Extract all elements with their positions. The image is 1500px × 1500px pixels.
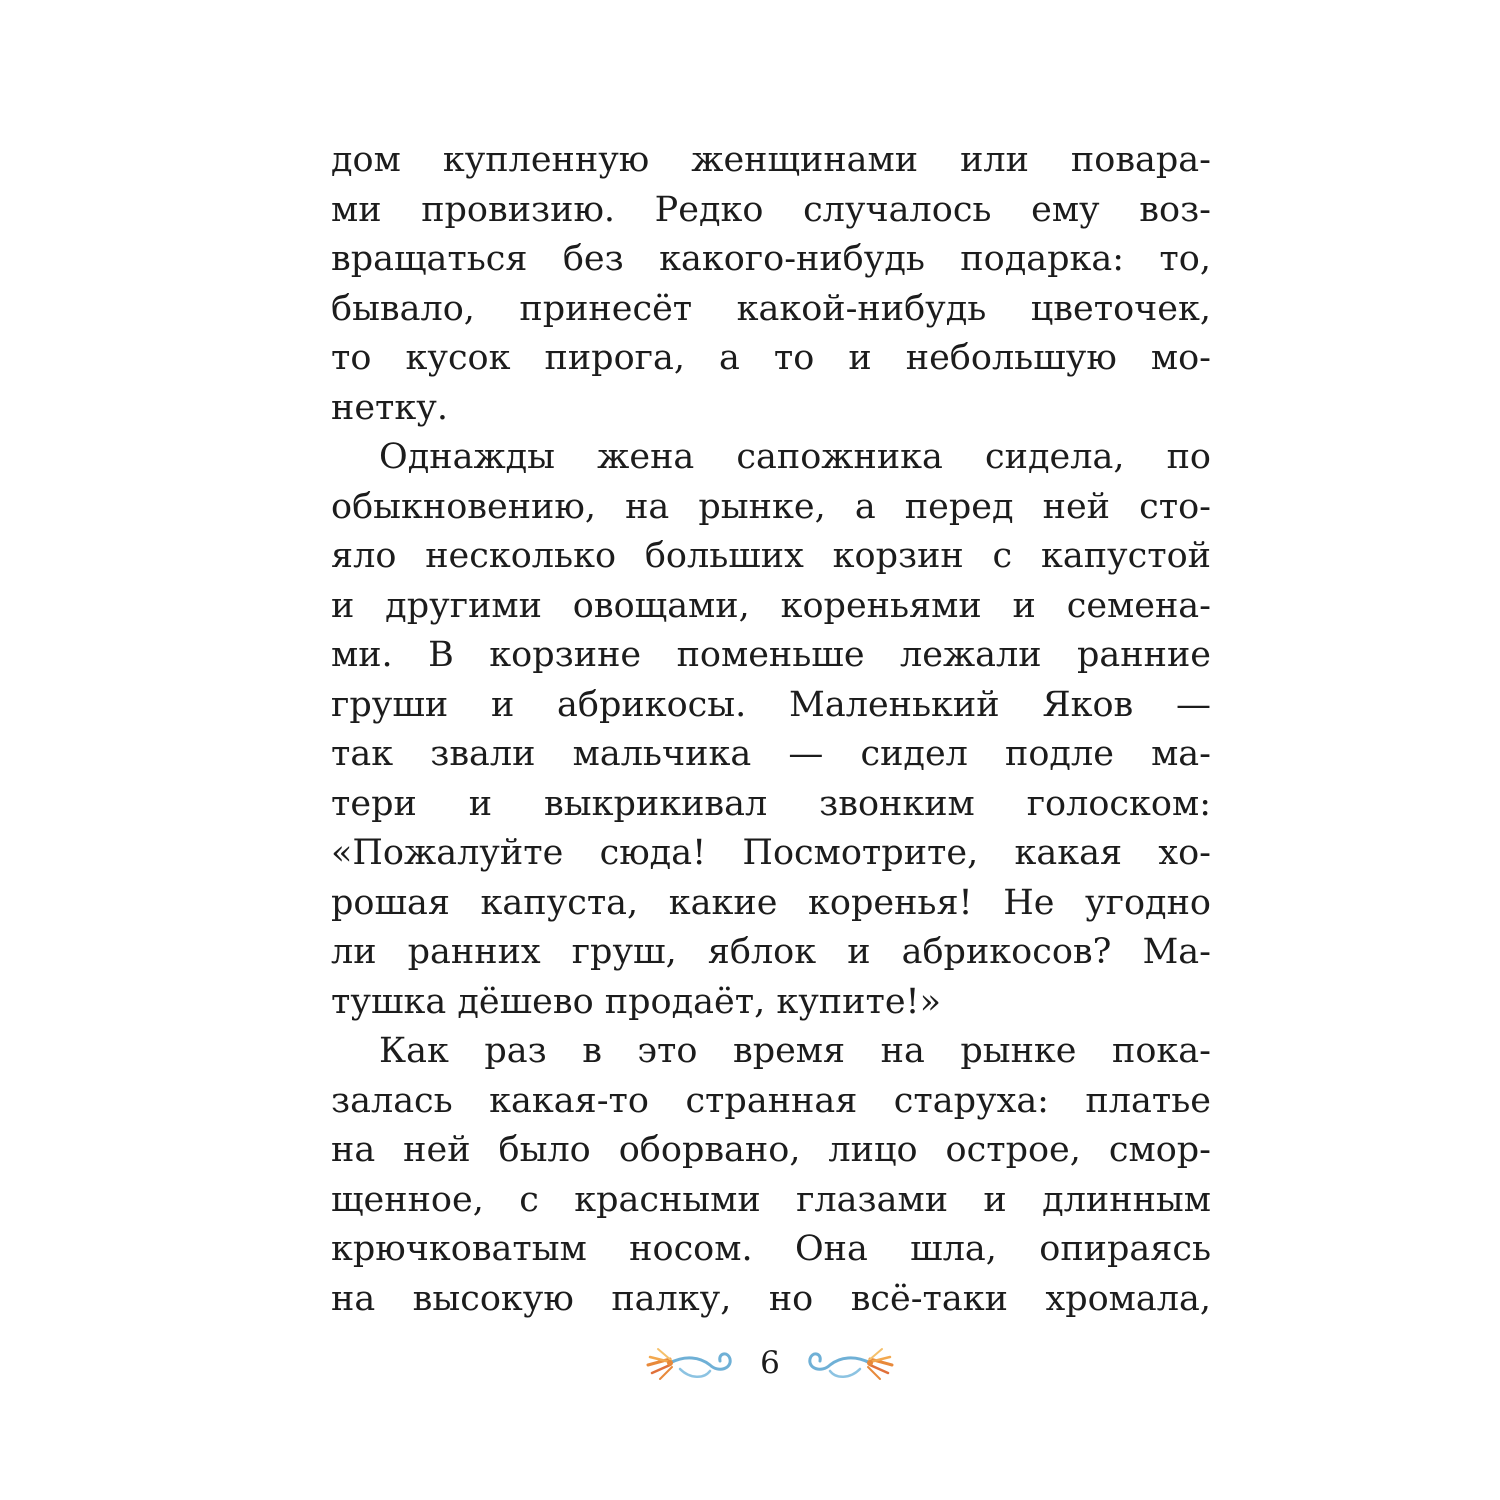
page-footer <box>0 1335 1500 1395</box>
flourish-ornament-left-icon <box>640 1335 740 1395</box>
text-line: рошая капуста, какие коренья! Не угодно <box>331 882 1211 923</box>
text-line: щенное, с красными глазами и длинным <box>331 1179 1211 1220</box>
text-line: на ней было оборвано, лицо острое, смор- <box>331 1130 1211 1170</box>
flourish-ornament-right-icon <box>800 1335 900 1395</box>
text-line: дом купленную женщинами или повара- <box>331 140 1211 180</box>
text-line: ли ранних груш, яблок и абрикосов? Ма- <box>331 932 1211 972</box>
text-line: нетку. <box>331 387 448 428</box>
text-line: то кусок пирога, а то и небольшую мо- <box>331 338 1211 378</box>
text-line: обыкновению, на рынке, а перед ней сто- <box>331 486 1211 527</box>
text-line: залась какая-то странная старуха: платье <box>331 1080 1211 1121</box>
text-line: бывало, принесёт какой-нибудь цветочек, <box>331 288 1211 329</box>
text-line: тушка дёшево продаёт, купите!» <box>331 981 942 1022</box>
text-line: крючковатым носом. Она шла, опираясь <box>331 1229 1211 1269</box>
text-line: так звали мальчика — сидел подле ма- <box>331 734 1211 774</box>
page-number: 6 <box>760 1345 780 1381</box>
text-line: ми. В корзине поменьше лежали ранние <box>331 635 1211 675</box>
body-text <box>331 136 1211 1324</box>
text-line: груши и абрикосы. Маленький Яков — <box>331 684 1211 725</box>
text-line: яло несколько больших корзин с капустой <box>331 536 1211 576</box>
text-line: тери и выкрикивал звонким голоском: <box>331 783 1211 824</box>
text-line: на высокую палку, но всё-таки хромала, <box>331 1278 1211 1319</box>
text-line: Однажды жена сапожника сидела, по <box>379 437 1211 477</box>
text-line: вращаться без какого-нибудь подарка: то, <box>331 239 1211 279</box>
text-line: «Пожалуйте сюда! Посмотрите, какая хо- <box>331 833 1211 873</box>
text-line: и другими овощами, кореньями и семена- <box>331 585 1211 626</box>
text-line: Как раз в это время на рынке пока- <box>379 1031 1211 1071</box>
text-line: ми провизию. Редко случалось ему воз- <box>331 189 1211 230</box>
